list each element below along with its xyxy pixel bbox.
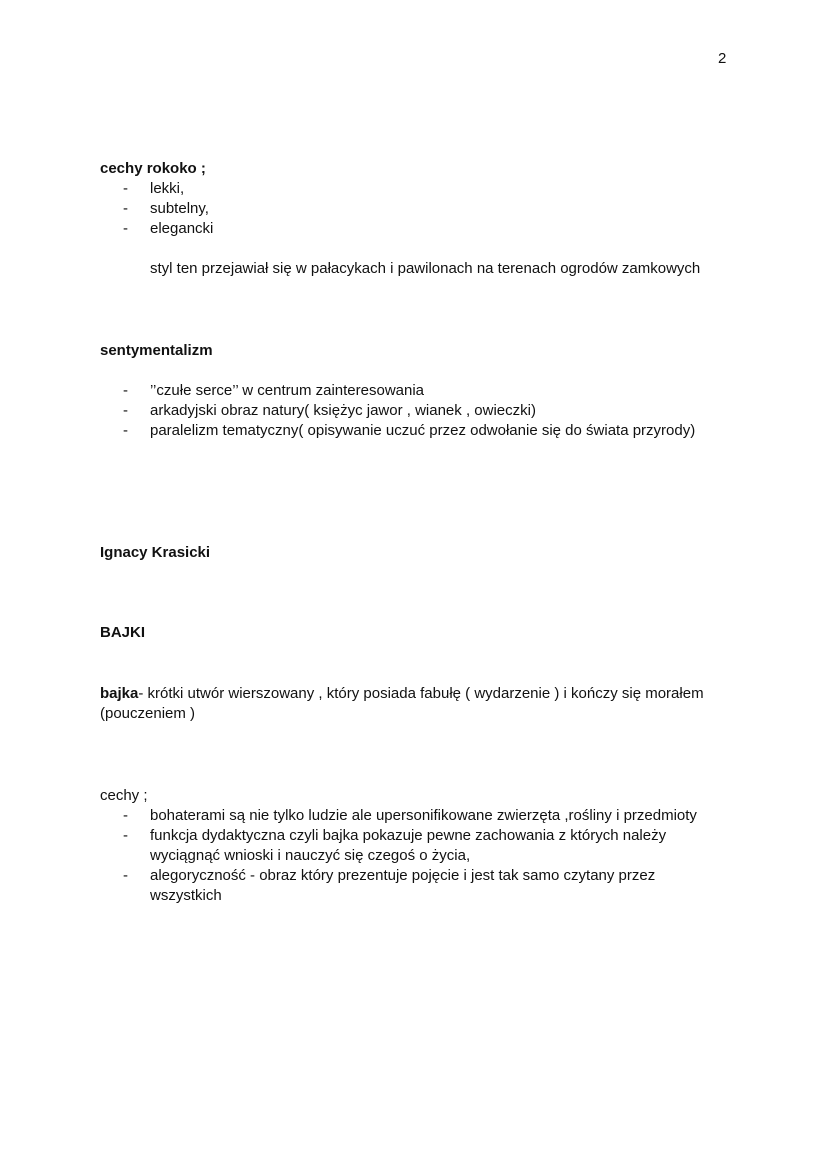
cechy-heading: cechy ; xyxy=(100,787,148,804)
definition-term: bajka xyxy=(100,685,139,702)
bullet-dash: - xyxy=(123,180,128,197)
list-item xyxy=(118,381,758,401)
bullet-dash: - xyxy=(123,220,128,237)
list-item xyxy=(118,219,718,239)
list-item-text: arkadyjski obraz natury( księżyc jawor , wianek , owieczki) xyxy=(150,402,536,419)
author-heading: Ignacy Krasicki xyxy=(100,544,211,561)
bullet-dash: - xyxy=(123,807,128,824)
list-item-text: subtelny, xyxy=(150,200,209,217)
list-item-text: ’’czułe serce’’ w centrum zainteresowania xyxy=(150,382,425,399)
list-item xyxy=(118,401,758,421)
list-item xyxy=(118,199,718,219)
sentymentalizm-heading: sentymentalizm xyxy=(100,342,213,359)
definition-text: - krótki utwór wierszowany , który posiada fabułę ( wydarzenie ) i kończy się morałem (pouczeniem ) xyxy=(100,685,704,722)
list-item-text: alegoryczność - obraz który prezentuje pojęcie i jest tak samo czytany przez wszystkich xyxy=(150,867,656,904)
cechy-list xyxy=(118,806,718,906)
list-item-text: funkcja dydaktyczna czyli bajka pokazuje pewne zachowania z których należy wyciągnąć wnioski i nauczyć się czegoś o życia, xyxy=(150,827,667,864)
bullet-dash: - xyxy=(123,402,128,419)
rokoko-list xyxy=(118,179,718,239)
bullet-dash: - xyxy=(123,827,128,844)
list-item xyxy=(118,806,718,826)
list-item-text: bohaterami są nie tylko ludzie ale upersonifikowane zwierzęta ,rośliny i przedmioty xyxy=(150,807,697,824)
list-item-text: lekki, xyxy=(150,180,185,197)
bullet-dash: - xyxy=(123,382,128,399)
list-item-text: elegancki xyxy=(150,220,214,237)
sentymentalizm-list xyxy=(118,381,758,441)
list-item xyxy=(118,866,670,906)
list-item-text: paralelizm tematyczny( opisywanie uczuć przez odwołanie się do świata przyrody) xyxy=(150,422,696,439)
bajka-definition xyxy=(100,684,725,724)
list-item xyxy=(118,826,670,866)
bajki-heading: BAJKI xyxy=(100,624,146,641)
page-number: 2 xyxy=(718,50,727,67)
rokoko-heading: cechy rokoko ; xyxy=(100,160,206,177)
rokoko-note: styl ten przejawiał się w pałacykach i pawilonach na terenach ogrodów zamkowych xyxy=(150,260,701,277)
list-item xyxy=(118,421,758,441)
bullet-dash: - xyxy=(123,422,128,439)
list-item xyxy=(118,179,718,199)
bullet-dash: - xyxy=(123,867,128,884)
bullet-dash: - xyxy=(123,200,128,217)
